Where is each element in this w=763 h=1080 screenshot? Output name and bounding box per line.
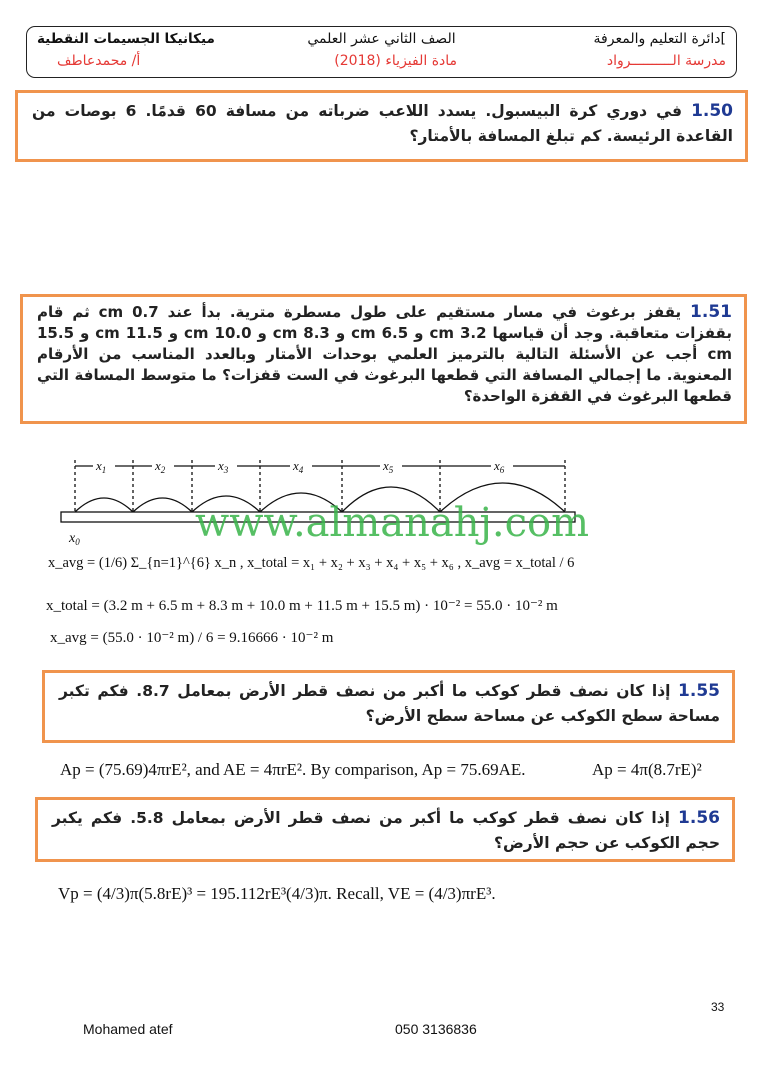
question-number: 1.50 [691, 101, 734, 121]
page-number: 33 [711, 1000, 725, 1014]
question-body: في دوري كرة البيسبول. يسدد اللاعب ضرباته من مسافة 60 قدمًا. 6 بوصات من القاعدة الرئيسة. كم تبلغ المسافة بالأمتار؟ [32, 102, 733, 145]
header-teacher: أ/ محمدعاطف [57, 53, 141, 69]
question-body: يقفز برغوث في مسار مستقيم على طول مسطرة مترية. بدأ عند 0.7 cm ثم قام بقفزات متعاقبة. وجد أن قياسها 3.2 cm و 6.5 cm و 8.3 cm و 10.0 cm و 11.5 cm و 15.5 cm أجب عن الأسئلة التالية بالترميز العلمي بوحدات الأمتار وبالعدد المناسب من الأرقام المعنوية. ما إجمالي المسافة التي قطعها البرغوث في الست قفزات؟ ما متوسط المسافة التي قطعها البرغوث في القفزة الواحدة؟ [37, 303, 732, 405]
jump-label: $x_5$ [383, 458, 394, 475]
solution-equation-1-56: Vp = (4/3)π(5.8rE)³ = 195.112rE³(4/3)π. Recall, VE = (4/3)πrE³. [58, 884, 496, 903]
origin-label: $x_0$ [69, 531, 80, 547]
jump-arc [133, 498, 192, 512]
header-school-name: مدرسة الــــــــــرواد [606, 53, 726, 69]
jump-label: $x_4$ [293, 458, 304, 475]
header-subject: مادة الفيزياء (2018) [334, 53, 458, 69]
solution-equation-3: x_avg = (55.0 · 10⁻² m) / 6 = 9.16666 · 10⁻² m [50, 630, 334, 646]
question-box-1-56 [35, 797, 735, 862]
question-box-1-51 [20, 294, 747, 424]
page-header [26, 26, 737, 78]
header-directorate: ]دائرة التعليم والمعرفة [593, 31, 726, 47]
jump-label: $x_1$ [96, 458, 107, 475]
solution-equation-2: x_total = (3.2 m + 6.5 m + 8.3 m + 10.0 m + 11.5 m + 15.5 m) · 10⁻² = 55.0 · 10⁻² m [46, 598, 558, 614]
jump-label: $x_6$ [494, 458, 505, 475]
header-topic: ميكانيكا الجسيمات النقطية [37, 31, 215, 47]
header-grade: الصف الثاني عشر العلمي [307, 31, 456, 47]
footer-author: Mohamed atef [83, 1021, 173, 1037]
question-body: إذا كان نصف قطر كوكب ما أكبر من نصف قطر الأرض بمعامل 8.7. فكم تكبر مساحة سطح الكوكب عن مساحة سطح الأرض؟ [59, 682, 720, 725]
question-text [59, 679, 720, 729]
solution-equation-1-55-right: Ap = 4π(8.7rE)² [592, 760, 702, 779]
question-number: 1.56 [678, 808, 720, 828]
watermark-text: www.almanahj.com [195, 500, 590, 546]
jump-arc [75, 498, 133, 512]
question-number: 1.51 [690, 302, 732, 322]
jump-label: $x_2$ [155, 458, 166, 475]
solution-equation-1: x_avg = (1/6) Σ_{n=1}^{6} x_n , x_total = x₁ + x₂ + x₃ + x₄ + x₅ + x₆ , x_avg = x_total / 6 [48, 555, 575, 571]
jump-label: $x_3$ [218, 458, 229, 475]
footer-phone: 050 3136836 [395, 1021, 477, 1037]
question-text [32, 99, 733, 149]
question-box-1-55 [42, 670, 735, 743]
question-text [37, 302, 732, 407]
solution-equation-1-55: Ap = (75.69)4πrE², and AE = 4πrE². By comparison, Ap = 75.69AE. [60, 760, 526, 779]
question-box-1-50 [15, 90, 748, 162]
question-text [52, 806, 720, 856]
question-number: 1.55 [678, 681, 720, 701]
question-body: إذا كان نصف قطر كوكب ما أكبر من نصف قطر الأرض بمعامل 5.8. فكم يكبر حجم الكوكب عن حجم الأرض؟ [52, 809, 720, 852]
